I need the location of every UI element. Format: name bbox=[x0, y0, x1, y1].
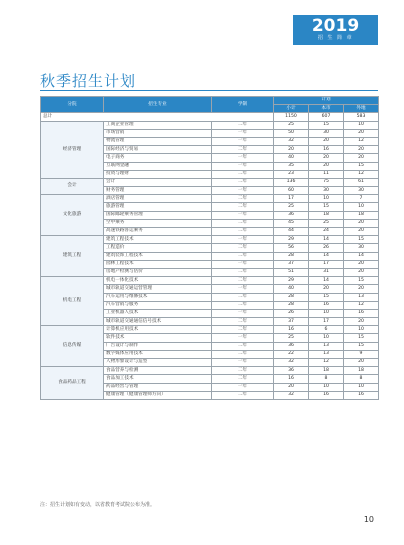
table-row bbox=[41, 195, 379, 203]
major-cell: 建筑装饰工程技术 bbox=[104, 252, 212, 260]
major-cell: 软件技术 bbox=[104, 334, 212, 342]
external-cell: 20 bbox=[344, 260, 379, 268]
local-cell: 14 bbox=[309, 236, 344, 244]
major-cell: 互联网金融 bbox=[104, 162, 212, 170]
external-cell: 10 bbox=[344, 203, 379, 211]
local-cell: 18 bbox=[309, 211, 344, 219]
subtotal-cell: 56 bbox=[274, 244, 309, 252]
local-cell: 13 bbox=[309, 342, 344, 350]
duration-cell: 二年 bbox=[212, 350, 274, 358]
major-cell: 会计 bbox=[104, 178, 212, 186]
major-cell: 机电一体化技术 bbox=[104, 277, 212, 285]
external-cell: 14 bbox=[344, 252, 379, 260]
col-header-subtotal: 小计 bbox=[274, 105, 309, 113]
local-cell: 10 bbox=[309, 334, 344, 342]
page-number: 10 bbox=[363, 515, 374, 524]
local-cell: 20 bbox=[309, 285, 344, 293]
subtotal-cell: 60 bbox=[274, 187, 309, 195]
major-cell: 市场营销 bbox=[104, 129, 212, 137]
subtotal-cell: 25 bbox=[274, 334, 309, 342]
external-cell: 16 bbox=[344, 391, 379, 399]
duration-cell: 二年 bbox=[212, 146, 274, 154]
external-cell: 13 bbox=[344, 293, 379, 301]
duration-cell: 一年 bbox=[212, 236, 274, 244]
category-cell: 建筑工程 bbox=[41, 236, 104, 277]
subtotal-cell: 51 bbox=[274, 268, 309, 276]
major-cell: 药品经营与管理 bbox=[104, 383, 212, 391]
subtotal-cell: 37 bbox=[274, 260, 309, 268]
local-cell: 17 bbox=[309, 260, 344, 268]
local-cell: 30 bbox=[309, 129, 344, 137]
table-row bbox=[41, 367, 379, 375]
total-row bbox=[41, 113, 379, 121]
duration-cell: 一年 bbox=[212, 154, 274, 162]
external-cell: 20 bbox=[344, 219, 379, 227]
major-cell: 国际经济与贸易 bbox=[104, 146, 212, 154]
footnote: 注：招生计划如有变动，以省教育考试院公布为准。 bbox=[40, 502, 156, 508]
external-cell: 12 bbox=[344, 301, 379, 309]
subtotal-cell: 44 bbox=[274, 228, 309, 236]
duration-cell: 二年 bbox=[212, 342, 274, 350]
external-cell: 10 bbox=[344, 326, 379, 334]
local-cell: 20 bbox=[309, 137, 344, 145]
external-cell: 20 bbox=[344, 146, 379, 154]
total-label: 总计 bbox=[41, 113, 274, 121]
major-cell: 城市轨道交通通信信号技术 bbox=[104, 318, 212, 326]
subtotal-cell: 37 bbox=[274, 318, 309, 326]
local-cell: 31 bbox=[309, 268, 344, 276]
external-cell: 61 bbox=[344, 178, 379, 186]
major-cell: 城市轨道交通运营管理 bbox=[104, 285, 212, 293]
table-row bbox=[41, 121, 379, 129]
local-cell: 17 bbox=[309, 318, 344, 326]
header-subtitle: 招 生 简 章 bbox=[317, 35, 354, 41]
table-body bbox=[41, 113, 379, 400]
external-cell: 20 bbox=[344, 318, 379, 326]
subtotal-cell: 40 bbox=[274, 154, 309, 162]
header-year: 2019 bbox=[311, 16, 360, 36]
major-cell: 汽车运用与维修技术 bbox=[104, 293, 212, 301]
external-cell: 10 bbox=[344, 121, 379, 129]
duration-cell: 二年 bbox=[212, 228, 274, 236]
local-cell: 16 bbox=[309, 301, 344, 309]
major-cell: 广告设计与制作 bbox=[104, 342, 212, 350]
subtotal-cell: 26 bbox=[274, 309, 309, 317]
subtotal-cell: 45 bbox=[274, 219, 309, 227]
major-cell: 食品加工技术 bbox=[104, 375, 212, 383]
local-cell: 6 bbox=[309, 326, 344, 334]
major-cell: 工商企业管理 bbox=[104, 121, 212, 129]
duration-cell: 二年 bbox=[212, 326, 274, 334]
duration-cell: 二年 bbox=[212, 178, 274, 186]
duration-cell: 一年 bbox=[212, 309, 274, 317]
subtotal-cell: 32 bbox=[274, 359, 309, 367]
major-cell: 食品营养与检测 bbox=[104, 367, 212, 375]
duration-cell: 一年 bbox=[212, 129, 274, 137]
external-cell: 20 bbox=[344, 359, 379, 367]
local-cell: 24 bbox=[309, 228, 344, 236]
col-header-major: 招生专业 bbox=[104, 97, 212, 113]
major-cell: 高速铁路客运乘务 bbox=[104, 228, 212, 236]
duration-cell: 一年 bbox=[212, 383, 274, 391]
table-row bbox=[41, 178, 379, 186]
total-local: 607 bbox=[309, 113, 344, 121]
table-row bbox=[41, 277, 379, 285]
subtotal-cell: 20 bbox=[274, 383, 309, 391]
local-cell: 20 bbox=[309, 162, 344, 170]
subtotal-cell: 28 bbox=[274, 301, 309, 309]
category-cell: 经济管理 bbox=[41, 121, 104, 178]
external-cell: 15 bbox=[344, 236, 379, 244]
subtotal-cell: 23 bbox=[274, 170, 309, 178]
local-cell: 14 bbox=[309, 252, 344, 260]
external-cell: 10 bbox=[344, 383, 379, 391]
duration-cell: 一年 bbox=[212, 260, 274, 268]
local-cell: 10 bbox=[309, 309, 344, 317]
subtotal-cell: 35 bbox=[274, 162, 309, 170]
page-title: 秋季招生计划 bbox=[40, 72, 137, 90]
subtotal-cell: 16 bbox=[274, 375, 309, 383]
col-header-local: 本市 bbox=[309, 105, 344, 113]
duration-cell: 二年 bbox=[212, 293, 274, 301]
major-cell: 建筑工程技术 bbox=[104, 236, 212, 244]
total-subtotal: 1150 bbox=[274, 113, 309, 121]
major-cell: 工程造价 bbox=[104, 244, 212, 252]
duration-cell: 二年 bbox=[212, 375, 274, 383]
major-cell: 健康管理（健康管理师方向） bbox=[104, 391, 212, 399]
major-cell: 汽车营销与服务 bbox=[104, 301, 212, 309]
external-cell: 12 bbox=[344, 170, 379, 178]
local-cell: 26 bbox=[309, 244, 344, 252]
category-cell: 机电工程 bbox=[41, 277, 104, 326]
external-cell: 16 bbox=[344, 309, 379, 317]
external-cell: 20 bbox=[344, 285, 379, 293]
subtotal-cell: 36 bbox=[274, 211, 309, 219]
duration-cell: 一年 bbox=[212, 285, 274, 293]
major-cell: 投资与理财 bbox=[104, 170, 212, 178]
col-header-plan: 计划 bbox=[274, 97, 379, 105]
duration-cell: 一年 bbox=[212, 162, 274, 170]
major-cell: 国际邮轮乘务管理 bbox=[104, 211, 212, 219]
duration-cell: 一年 bbox=[212, 359, 274, 367]
local-cell: 20 bbox=[309, 154, 344, 162]
col-header-duration: 学制 bbox=[212, 97, 274, 113]
subtotal-cell: 22 bbox=[274, 350, 309, 358]
subtotal-cell: 28 bbox=[274, 252, 309, 260]
subtotal-cell: 29 bbox=[274, 236, 309, 244]
external-cell: 20 bbox=[344, 228, 379, 236]
table-header bbox=[41, 97, 379, 113]
duration-cell: 二年 bbox=[212, 268, 274, 276]
category-cell: 信息传媒 bbox=[41, 326, 104, 367]
major-cell: 园林工程技术 bbox=[104, 260, 212, 268]
duration-cell: 二年 bbox=[212, 244, 274, 252]
duration-cell: 二年 bbox=[212, 301, 274, 309]
duration-cell: 二年 bbox=[212, 391, 274, 399]
col-header-category: 分院 bbox=[41, 97, 104, 113]
major-cell: 数字媒体应用技术 bbox=[104, 350, 212, 358]
enrollment-plan-table bbox=[40, 96, 379, 400]
subtotal-cell: 50 bbox=[274, 129, 309, 137]
local-cell: 8 bbox=[309, 375, 344, 383]
external-cell: 8 bbox=[344, 375, 379, 383]
local-cell: 30 bbox=[309, 187, 344, 195]
major-cell: 计算机应用技术 bbox=[104, 326, 212, 334]
major-cell: 电子商务 bbox=[104, 154, 212, 162]
subtotal-cell: 16 bbox=[274, 326, 309, 334]
major-cell: 空中乘务 bbox=[104, 219, 212, 227]
local-cell: 18 bbox=[309, 367, 344, 375]
external-cell: 20 bbox=[344, 154, 379, 162]
local-cell: 14 bbox=[309, 277, 344, 285]
external-cell: 12 bbox=[344, 137, 379, 145]
table-row bbox=[41, 326, 379, 334]
external-cell: 7 bbox=[344, 195, 379, 203]
external-cell: 18 bbox=[344, 367, 379, 375]
duration-cell: 二年 bbox=[212, 219, 274, 227]
major-cell: 财务管理 bbox=[104, 187, 212, 195]
category-cell: 食品药品工程 bbox=[41, 367, 104, 400]
duration-cell: 二年 bbox=[212, 277, 274, 285]
subtotal-cell: 40 bbox=[274, 285, 309, 293]
subtotal-cell: 17 bbox=[274, 195, 309, 203]
subtotal-cell: 20 bbox=[274, 146, 309, 154]
subtotal-cell: 136 bbox=[274, 178, 309, 186]
major-cell: 工业机器人技术 bbox=[104, 309, 212, 317]
local-cell: 16 bbox=[309, 391, 344, 399]
subtotal-cell: 25 bbox=[274, 121, 309, 129]
local-cell: 15 bbox=[309, 121, 344, 129]
local-cell: 25 bbox=[309, 219, 344, 227]
duration-cell: 二年 bbox=[212, 367, 274, 375]
major-cell: 房地产检测与估价 bbox=[104, 268, 212, 276]
major-cell: 物流管理 bbox=[104, 137, 212, 145]
external-cell: 15 bbox=[344, 277, 379, 285]
category-cell: 文化旅游 bbox=[41, 195, 104, 236]
local-cell: 10 bbox=[309, 383, 344, 391]
local-cell: 13 bbox=[309, 350, 344, 358]
external-cell: 30 bbox=[344, 187, 379, 195]
col-header-external: 外地 bbox=[344, 105, 379, 113]
duration-cell: 二年 bbox=[212, 195, 274, 203]
local-cell: 16 bbox=[309, 146, 344, 154]
duration-cell: 二年 bbox=[212, 170, 274, 178]
external-cell: 15 bbox=[344, 334, 379, 342]
duration-cell: 二年 bbox=[212, 318, 274, 326]
header-banner bbox=[293, 15, 378, 45]
duration-cell: 一年 bbox=[212, 211, 274, 219]
local-cell: 12 bbox=[309, 359, 344, 367]
external-cell: 30 bbox=[344, 244, 379, 252]
subtotal-cell: 36 bbox=[274, 342, 309, 350]
duration-cell: 二年 bbox=[212, 203, 274, 211]
external-cell: 15 bbox=[344, 342, 379, 350]
local-cell: 15 bbox=[309, 203, 344, 211]
subtotal-cell: 29 bbox=[274, 277, 309, 285]
table-row bbox=[41, 236, 379, 244]
local-cell: 10 bbox=[309, 195, 344, 203]
external-cell: 20 bbox=[344, 129, 379, 137]
subtotal-cell: 28 bbox=[274, 293, 309, 301]
external-cell: 9 bbox=[344, 350, 379, 358]
duration-cell: 一年 bbox=[212, 137, 274, 145]
major-cell: 人物形象设计与造型 bbox=[104, 359, 212, 367]
duration-cell: 二年 bbox=[212, 252, 274, 260]
external-cell: 20 bbox=[344, 268, 379, 276]
subtotal-cell: 25 bbox=[274, 203, 309, 211]
total-external: 583 bbox=[344, 113, 379, 121]
local-cell: 15 bbox=[309, 293, 344, 301]
local-cell: 75 bbox=[309, 178, 344, 186]
subtotal-cell: 32 bbox=[274, 391, 309, 399]
subtotal-cell: 32 bbox=[274, 137, 309, 145]
external-cell: 18 bbox=[344, 211, 379, 219]
title-divider bbox=[40, 90, 378, 91]
duration-cell: 二年 bbox=[212, 121, 274, 129]
external-cell: 15 bbox=[344, 162, 379, 170]
duration-cell: 一年 bbox=[212, 334, 274, 342]
major-cell: 旅游管理 bbox=[104, 203, 212, 211]
category-cell: 会计 bbox=[41, 178, 104, 194]
local-cell: 11 bbox=[309, 170, 344, 178]
duration-cell: 一年 bbox=[212, 187, 274, 195]
subtotal-cell: 36 bbox=[274, 367, 309, 375]
major-cell: 酒店管理 bbox=[104, 195, 212, 203]
